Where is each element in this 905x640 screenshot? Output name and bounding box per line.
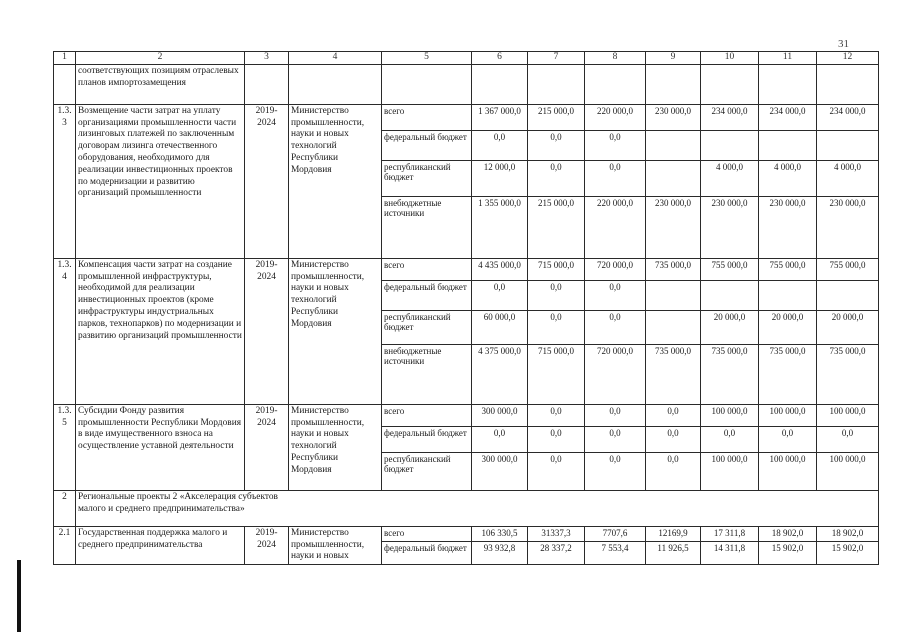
value-cell: 215 000,0 <box>528 104 585 130</box>
value-cell: 234 000,0 <box>701 104 759 130</box>
value-cell: 755 000,0 <box>759 258 817 280</box>
value-cell: 0,0 <box>472 130 528 160</box>
value-cell: 300 000,0 <box>472 404 528 426</box>
value-cell: 20 000,0 <box>817 310 879 344</box>
page-number: 31 <box>838 38 849 50</box>
value-cell: 735 000,0 <box>646 258 701 280</box>
value-cell: 755 000,0 <box>701 258 759 280</box>
measure-name: Субсидии Фонду развития промышленности Республики Мордовия в виде имущественного взноса на осуществление уставной деятельности <box>76 404 245 490</box>
section-row <box>54 490 879 526</box>
value-cell: 4 000,0 <box>701 160 759 196</box>
value-cell: 11 926,5 <box>646 541 701 564</box>
value-cell: 720 000,0 <box>585 258 646 280</box>
value-cell: 100 000,0 <box>701 452 759 490</box>
value-cell <box>701 280 759 310</box>
value-cell <box>646 130 701 160</box>
executor: Министерство промышленности, науки и новых технологий Республики Мордовия <box>289 104 382 258</box>
executor: Министерство промышленности, науки и новых <box>289 526 382 564</box>
value-cell: 0,0 <box>585 130 646 160</box>
value-cell: 7 553,4 <box>585 541 646 564</box>
value-cell <box>646 160 701 196</box>
value-cell: 0,0 <box>646 452 701 490</box>
row-number: 1.3. 3 <box>54 104 76 258</box>
column-number-8: 8 <box>585 52 646 65</box>
value-cell: 14 311,8 <box>701 541 759 564</box>
value-cell: 100 000,0 <box>817 452 879 490</box>
value-cell: 20 000,0 <box>701 310 759 344</box>
source-label: федеральный бюджет <box>382 280 472 310</box>
value-cell: 0,0 <box>528 310 585 344</box>
value-cell: 0,0 <box>585 310 646 344</box>
value-cell: 220 000,0 <box>585 196 646 258</box>
row-number: 1.3. 4 <box>54 258 76 404</box>
value-cell: 215 000,0 <box>528 196 585 258</box>
value-cell: 0,0 <box>646 404 701 426</box>
period: 2019-2024 <box>245 526 289 564</box>
table-row <box>54 104 879 130</box>
value-cell <box>646 310 701 344</box>
value-cell: 0,0 <box>585 452 646 490</box>
period: 2019-2024 <box>245 104 289 258</box>
value-cell: 20 000,0 <box>759 310 817 344</box>
value-cell: 0,0 <box>528 280 585 310</box>
value-cell: 735 000,0 <box>646 344 701 404</box>
table-row <box>54 526 879 541</box>
column-number-3: 3 <box>245 52 289 65</box>
column-number-1: 1 <box>54 52 76 65</box>
source-label: республиканский бюджет <box>382 310 472 344</box>
value-cell: 60 000,0 <box>472 310 528 344</box>
value-cell <box>759 280 817 310</box>
value-cell: 0,0 <box>646 426 701 452</box>
value-cell: 4 000,0 <box>817 160 879 196</box>
column-number-10: 10 <box>701 52 759 65</box>
value-cell: 300 000,0 <box>472 452 528 490</box>
value-cell: 230 000,0 <box>759 196 817 258</box>
value-cell: 4 375 000,0 <box>472 344 528 404</box>
value-cell: 230 000,0 <box>646 104 701 130</box>
value-cell: 12 000,0 <box>472 160 528 196</box>
column-number-header-row <box>54 52 879 65</box>
value-cell: 735 000,0 <box>759 344 817 404</box>
value-cell: 28 337,2 <box>528 541 585 564</box>
value-cell: 15 902,0 <box>759 541 817 564</box>
value-cell: 93 932,8 <box>472 541 528 564</box>
period: 2019-2024 <box>245 404 289 490</box>
value-cell: 1 367 000,0 <box>472 104 528 130</box>
value-cell: 220 000,0 <box>585 104 646 130</box>
budget-table <box>53 51 879 565</box>
value-cell: 15 902,0 <box>817 541 879 564</box>
value-cell: 755 000,0 <box>817 258 879 280</box>
value-cell: 1 355 000,0 <box>472 196 528 258</box>
column-number-5: 5 <box>382 52 472 65</box>
value-cell: 100 000,0 <box>759 452 817 490</box>
column-number-4: 4 <box>289 52 382 65</box>
value-cell: 18 902,0 <box>817 526 879 541</box>
value-cell: 0,0 <box>585 280 646 310</box>
source-label: всего <box>382 104 472 130</box>
value-cell: 230 000,0 <box>817 196 879 258</box>
value-cell: 0,0 <box>585 160 646 196</box>
value-cell: 0,0 <box>585 426 646 452</box>
column-number-12: 12 <box>817 52 879 65</box>
value-cell: 234 000,0 <box>817 104 879 130</box>
value-cell: 4 000,0 <box>759 160 817 196</box>
table-row <box>54 404 879 426</box>
value-cell: 106 330,5 <box>472 526 528 541</box>
column-number-9: 9 <box>646 52 701 65</box>
source-label: республиканский бюджет <box>382 160 472 196</box>
row-number: 1.3. 5 <box>54 404 76 490</box>
value-cell: 0,0 <box>817 426 879 452</box>
value-cell: 735 000,0 <box>701 344 759 404</box>
source-label: всего <box>382 526 472 541</box>
value-cell: 735 000,0 <box>817 344 879 404</box>
column-number-6: 6 <box>472 52 528 65</box>
value-cell: 0,0 <box>759 426 817 452</box>
measure-name: Возмещение части затрат на уплату организациями промышленности части лизинговых платежей по заключенным договорам лизинга отечественного оборудования, необходимого для реализации инвестиционных проектов по модернизации и развитию организаций промышленности <box>76 104 245 258</box>
value-cell: 100 000,0 <box>759 404 817 426</box>
measure-name: Государственная поддержка малого и среднего предпринимательства <box>76 526 245 564</box>
value-cell: 7707,6 <box>585 526 646 541</box>
section-title <box>76 490 879 526</box>
value-cell: 100 000,0 <box>701 404 759 426</box>
executor: Министерство промышленности, науки и новых технологий Республики Мордовия <box>289 258 382 404</box>
measure-name: Компенсация части затрат на создание промышленной инфраструктуры, необходимой для реализации инвестиционных проектов (кроме инфраструктуры индустриальных парков, технопарков) по модернизации и развитию организаций промышленности <box>76 258 245 404</box>
value-cell: 0,0 <box>528 160 585 196</box>
source-label: внебюджетные источники <box>382 344 472 404</box>
period: 2019-2024 <box>245 258 289 404</box>
value-cell: 4 435 000,0 <box>472 258 528 280</box>
value-cell <box>701 130 759 160</box>
value-cell <box>646 280 701 310</box>
value-cell: 100 000,0 <box>817 404 879 426</box>
value-cell <box>817 130 879 160</box>
value-cell: 0,0 <box>701 426 759 452</box>
value-cell: 18 902,0 <box>759 526 817 541</box>
value-cell: 0,0 <box>472 426 528 452</box>
value-cell: 31337,3 <box>528 526 585 541</box>
value-cell: 0,0 <box>472 280 528 310</box>
value-cell: 0,0 <box>528 452 585 490</box>
source-label: всего <box>382 258 472 280</box>
value-cell <box>759 130 817 160</box>
source-label: федеральный бюджет <box>382 130 472 160</box>
value-cell: 0,0 <box>585 404 646 426</box>
value-cell: 715 000,0 <box>528 258 585 280</box>
column-number-11: 11 <box>759 52 817 65</box>
section-title-text: Региональные проекты 2 «Акселерация субъектов малого и среднего предпринимательства» <box>78 491 278 514</box>
continuation-row <box>54 64 879 104</box>
value-cell: 715 000,0 <box>528 344 585 404</box>
value-cell: 230 000,0 <box>646 196 701 258</box>
value-cell <box>817 280 879 310</box>
column-number-7: 7 <box>528 52 585 65</box>
value-cell: 234 000,0 <box>759 104 817 130</box>
row-number: 2.1 <box>54 526 76 564</box>
executor: Министерство промышленности, науки и новых технологий Республики Мордовия <box>289 404 382 490</box>
source-label: федеральный бюджет <box>382 426 472 452</box>
continuation-text: соответствующих позициям отраслевых планов импортозамещения <box>76 64 245 104</box>
source-label: федеральный бюджет <box>382 541 472 564</box>
value-cell: 17 311,8 <box>701 526 759 541</box>
value-cell: 12169,9 <box>646 526 701 541</box>
source-label: всего <box>382 404 472 426</box>
table-row <box>54 258 879 280</box>
scan-edge-mark <box>17 560 21 632</box>
column-number-2: 2 <box>76 52 245 65</box>
value-cell: 720 000,0 <box>585 344 646 404</box>
value-cell: 230 000,0 <box>701 196 759 258</box>
value-cell: 0,0 <box>528 426 585 452</box>
section-number: 2 <box>54 490 76 526</box>
value-cell: 0,0 <box>528 130 585 160</box>
value-cell: 0,0 <box>528 404 585 426</box>
source-label: внебюджетные источники <box>382 196 472 258</box>
source-label: республиканский бюджет <box>382 452 472 490</box>
